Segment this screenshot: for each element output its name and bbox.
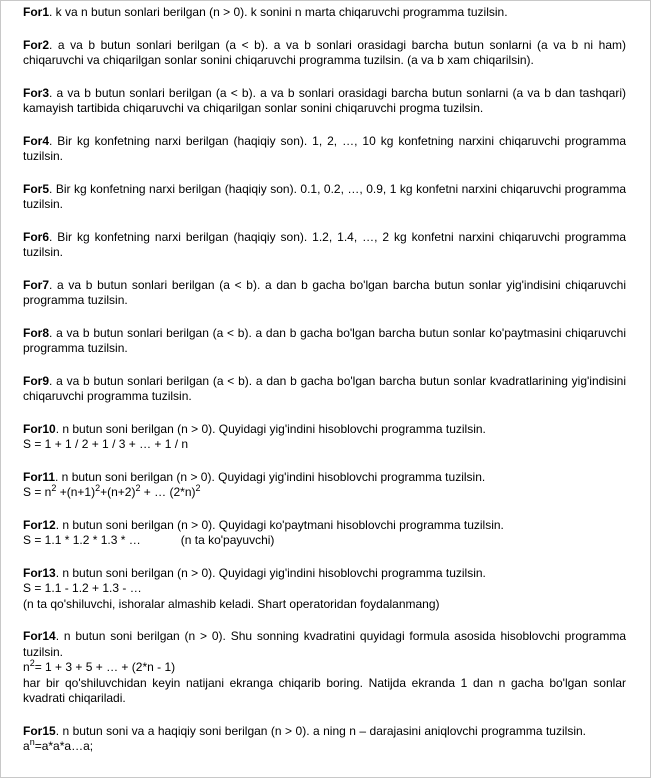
task-id: For8 — [23, 325, 50, 340]
task-text — [23, 230, 626, 261]
formula-part: n — [23, 660, 30, 674]
task-for4 — [23, 134, 626, 165]
task-id: For13 — [23, 565, 56, 580]
task-id: For3 — [23, 85, 50, 100]
formula-note: (n ta ko'payuvchi) — [180, 533, 275, 547]
task-id: For12 — [23, 517, 56, 532]
formula-exponent: 2 — [135, 483, 141, 493]
task-text — [23, 629, 626, 660]
task-for8 — [23, 326, 626, 357]
task-text — [23, 422, 626, 438]
task-formula — [23, 485, 626, 501]
task-for1 — [23, 5, 626, 21]
task-body: . Bir kg konfetning narxi berilgan (haqiqiy son). 1.2, 1.4, …, 2 kg konfetni narxini chiqaruvchi programma tuzilsin. — [23, 229, 626, 259]
task-body: . n butun soni berilgan (n > 0). Quyidagi yig'indini hisoblovchi programma tuzilsin. — [55, 565, 486, 580]
task-text — [23, 470, 626, 486]
formula-part: S = n — [23, 485, 52, 499]
task-for14 — [23, 629, 626, 707]
task-id: For5 — [23, 181, 50, 196]
task-id: For14 — [23, 629, 56, 643]
task-body: . a va b butun sonlari berilgan (a < b). a dan b gacha bo'lgan barcha butun sonlar yig'indisini chiqaruvchi programma tuzilsin. — [23, 277, 626, 307]
task-formula: S = 1.1 - 1.2 + 1.3 - … — [23, 581, 142, 595]
task-note: (n ta qo'shiluvchi, ishoralar almashib keladi. Shart operatoridan foydalanmang) — [23, 596, 440, 611]
task-for6 — [23, 230, 626, 261]
task-id: For15 — [23, 723, 56, 738]
task-text — [23, 134, 626, 165]
formula-part: +(n+1) — [56, 485, 96, 499]
task-id: For9 — [23, 373, 50, 388]
task-for5 — [23, 182, 626, 213]
task-id: For10 — [23, 421, 56, 436]
task-for15 — [23, 724, 626, 755]
formula-exponent: 2 — [29, 658, 35, 668]
formula-part: = 1 + 3 + 5 + … + (2*n - 1) — [34, 660, 176, 674]
task-body: . a va b butun sonlari berilgan (a < b). a va b sonlari orasidagi barcha butun sonlarni (a va b dan tashqari) kamayish tartibida chiqaruvchi va chiqarilgan sonlar sonini chiqaruvchi progma tuzilsin. — [23, 85, 626, 115]
formula-exponent: 2 — [51, 483, 57, 493]
task-body: . n butun soni berilgan (n > 0). Shu sonning kvadratini quyidagi formula asosida hisoblovchi programma tuzilsin. — [23, 629, 626, 659]
task-for3 — [23, 86, 626, 117]
task-text — [23, 182, 626, 213]
task-note: har bir qo'shiluvchidan keyin natijani ekranga chiqarib boring. Natijda ekranda 1 dan n gacha bo'lgan sonlar kvadrati chiqariladi. — [23, 675, 626, 705]
formula-part: +(n+2) — [100, 485, 136, 499]
task-id: For6 — [23, 229, 50, 244]
task-body: . Bir kg konfetning narxi berilgan (haqiqiy son). 0.1, 0.2, …, 0.9, 1 kg konfetni narxini chiqaruvchi programma tuzilsin. — [23, 181, 626, 211]
formula-exponent: 2 — [195, 483, 201, 493]
task-text — [23, 5, 626, 21]
task-text — [23, 518, 626, 534]
task-formula: S = 1 + 1 / 2 + 1 / 3 + … + 1 / n — [23, 437, 189, 451]
task-for13 — [23, 566, 626, 613]
task-body: . n butun soni berilgan (n > 0). Quyidagi yig'indini hisoblovchi programma tuzilsin. — [55, 421, 486, 436]
task-body: . a va b butun sonlari berilgan (a < b). a dan b gacha bo'lgan barcha butun sonlar ko'paytmasini chiqaruvchi programma tuzilsin. — [23, 325, 626, 355]
task-id: For7 — [23, 277, 50, 292]
task-formula — [23, 660, 626, 676]
formula-part: =a*a*a…a; — [34, 739, 94, 753]
task-text — [23, 566, 626, 582]
task-for2 — [23, 38, 626, 69]
task-formula — [23, 533, 626, 549]
task-body: . a va b butun sonlari berilgan (a < b). a dan b gacha bo'lgan barcha butun sonlar kvadratlarining yig'indisini chiqaruvchi programma tuzilsin. — [23, 373, 626, 403]
task-text — [23, 278, 626, 309]
formula-part: + … (2*n) — [140, 485, 196, 499]
task-text — [23, 326, 626, 357]
task-for11 — [23, 470, 626, 501]
task-id: For1 — [23, 5, 50, 19]
task-id: For11 — [23, 469, 56, 484]
task-id: For2 — [23, 37, 50, 52]
task-for9 — [23, 374, 626, 405]
task-body: . n butun soni berilgan (n > 0). Quyidagi yig'indini hisoblovchi programma tuzilsin. — [55, 469, 486, 484]
task-body: . k va n butun sonlari berilgan (n > 0). k sonini n marta chiqaruvchi programma tuzilsin. — [49, 5, 508, 19]
task-body: . n butun soni berilgan (n > 0). Quyidagi ko'paytmani hisoblovchi programma tuzilsin. — [55, 517, 504, 532]
formula-exponent: 2 — [95, 483, 101, 493]
task-body: . Bir kg konfetning narxi berilgan (haqiqiy son). 1, 2, …, 10 kg konfetning narxini chiqaruvchi programma tuzilsin. — [23, 133, 626, 163]
formula-part: a — [23, 739, 30, 753]
task-for7 — [23, 278, 626, 309]
task-text — [23, 374, 626, 405]
formula-exponent: n — [29, 737, 35, 747]
task-id: For4 — [23, 133, 50, 148]
task-text — [23, 724, 626, 755]
task-for10 — [23, 422, 626, 453]
task-body: . a va b butun sonlari berilgan (a < b). a va b sonlari orasidagi barcha butun sonlarni (a va b ni ham) chiqaruvchi va chiqarilgan sonlar sonini chiqaruvchi programma tuzilsin. (a va b xam chiqarilsin). — [23, 37, 626, 67]
task-text — [23, 38, 626, 69]
task-for12 — [23, 518, 626, 549]
task-body: . n butun soni va a haqiqiy soni berilgan (n > 0). a ning n – darajasini aniqlovchi programma tuzilsin. — [55, 723, 586, 738]
task-text — [23, 86, 626, 117]
formula-part: S = 1.1 * 1.2 * 1.3 * … — [23, 533, 141, 547]
